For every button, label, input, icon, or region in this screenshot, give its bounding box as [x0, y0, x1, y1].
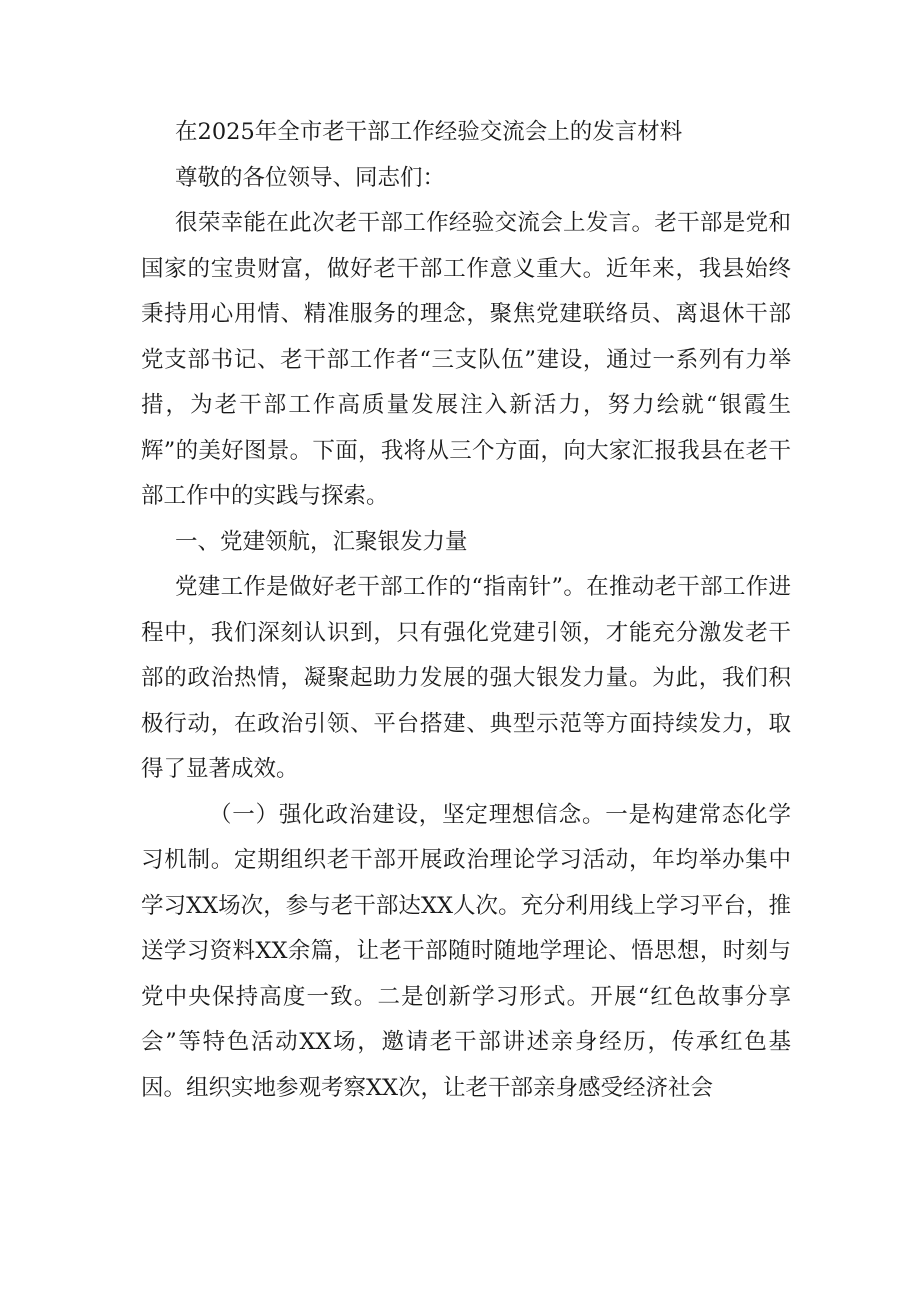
paragraph-section-1: 党建工作是做好老干部工作的“指南针”。在推动老干部工作进程中，我们深刻认识到，只有强化党建引领，才能充分激发老干部的政治热情，凝聚起助力发展的强大银发力量。为此，我们积极行动，在政治引领、平台搭建、典型示范等方面持续发力，取得了显著成效。 [141, 574, 791, 782]
paragraph-intro: 很荣幸能在此次老干部工作经验交流会上发言。老干部是党和国家的宝贵财富，做好老干部工作意义重大。近年来，我县始终秉持用心用情、精准服务的理念，聚焦党建联络员、离退休干部党支部书记、老干部工作者“三支队伍”建设，通过一系列有力举措，为老干部工作高质量发展注入新活力，努力绘就“银霞生辉”的美好图景。下面，我将从三个方面，向大家汇报我县在老干部工作中的实践与探索。 [141, 210, 791, 509]
section-heading-1: 一、党建领航，汇聚银发力量 [175, 528, 468, 555]
document-title: 在2025年全市老干部工作经验交流会上的发言材料 [175, 119, 683, 145]
paragraph-subsection-1: （一）强化政治建设，坚定理想信念。一是构建常态化学习机制。定期组织老干部开展政治理论学习活动，年均举办集中学习XX场次，参与老干部达XX人次。充分利用线上学习平台，推送学习资料XX余篇，让老干部随时随地学理论、悟思想，时刻与党中央保持高度一致。二是创新学习形式。开展“红色故事分享会”等特色活动XX场，邀请老干部讲述亲身经历，传承红色基因。组织实地参观考察XX次，让老干部亲身感受经济社会 [141, 801, 791, 1101]
salutation: 尊敬的各位领导、同志们： [175, 164, 446, 191]
document-body [141, 110, 791, 1111]
